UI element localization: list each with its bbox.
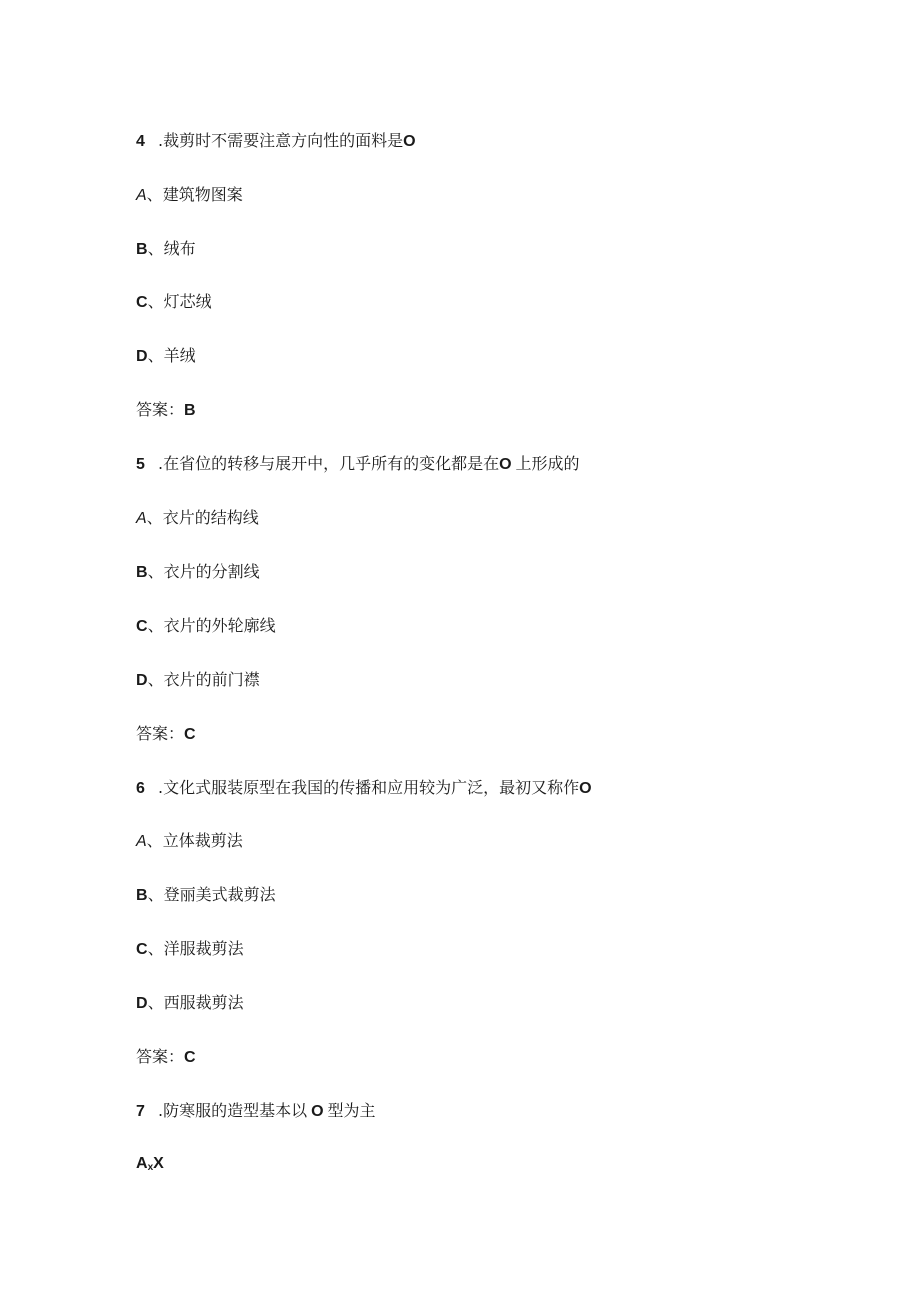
question-tail: 型为主: [327, 1101, 376, 1120]
option-text: X: [153, 1155, 164, 1172]
question-blank: O: [403, 133, 416, 150]
option-separator: 、: [147, 562, 164, 581]
question-4-option-b: [136, 239, 196, 260]
option-letter: A: [136, 510, 147, 527]
option-letter: D: [136, 995, 148, 1012]
question-4-stem: [136, 131, 416, 152]
option-separator: 、: [147, 939, 164, 958]
question-4-answer: [136, 400, 196, 421]
answer-label: 答案：: [136, 724, 185, 743]
option-text: 灯芯绒: [163, 292, 212, 311]
option-letter: B: [136, 241, 148, 258]
question-5-answer: [136, 724, 196, 745]
option-separator: 、: [147, 670, 164, 689]
question-6-stem: [136, 778, 592, 799]
question-text: .在省位的转移与展开中，几乎所有的变化都是在: [158, 454, 500, 473]
question-4-option-d: [136, 346, 196, 367]
option-separator: 、: [147, 885, 164, 904]
question-blank: O: [579, 780, 592, 797]
option-text: 衣片的分割线: [163, 562, 260, 581]
option-separator: 、: [146, 831, 163, 850]
question-tail: 上形成的: [515, 454, 580, 473]
question-4-option-a: [136, 185, 243, 206]
option-text: 羊绒: [163, 346, 196, 365]
option-separator: 、: [147, 239, 164, 258]
question-text: .裁剪时不需要注意方向性的面料是: [158, 131, 404, 150]
option-text: 登丽美式裁剪法: [163, 885, 276, 904]
question-number: 4: [136, 133, 145, 150]
answer-value: B: [184, 402, 196, 419]
question-blank: O: [499, 456, 512, 473]
question-5-stem: [136, 454, 580, 475]
question-5-option-d: [136, 670, 260, 691]
question-4-option-c: [136, 292, 212, 313]
option-separator: 、: [147, 346, 164, 365]
option-letter: C: [136, 618, 148, 635]
option-letter: C: [136, 941, 148, 958]
option-text: 绒布: [163, 239, 196, 258]
question-blank: O: [311, 1103, 324, 1120]
option-separator: x: [147, 1162, 154, 1173]
option-text: 洋服裁剪法: [163, 939, 244, 958]
answer-value: C: [184, 1049, 196, 1066]
option-letter: D: [136, 348, 148, 365]
question-number: 5: [136, 456, 145, 473]
option-separator: 、: [147, 993, 164, 1012]
option-letter: C: [136, 294, 148, 311]
question-text: .文化式服装原型在我国的传播和应用较为广泛，最初又称作: [158, 778, 580, 797]
option-separator: 、: [146, 185, 163, 204]
question-6-option-a: [136, 831, 243, 852]
option-letter: A: [136, 187, 147, 204]
question-6-option-d: [136, 993, 244, 1014]
option-text: 衣片的前门襟: [163, 670, 260, 689]
question-number: 6: [136, 780, 145, 797]
question-6-option-c: [136, 939, 244, 960]
option-letter: D: [136, 672, 148, 689]
option-text: 立体裁剪法: [162, 831, 243, 850]
question-text: .防寒服的造型基本以: [158, 1101, 308, 1120]
option-text: 衣片的外轮廓线: [163, 616, 276, 635]
option-separator: 、: [147, 616, 164, 635]
option-separator: 、: [146, 508, 163, 527]
question-7-stem: [136, 1101, 376, 1122]
question-7-option-a: [136, 1153, 164, 1178]
answer-label: 答案：: [136, 1047, 185, 1066]
answer-value: C: [184, 726, 196, 743]
option-letter: A: [136, 833, 147, 850]
option-letter: B: [136, 564, 148, 581]
option-text: 衣片的结构线: [162, 508, 259, 527]
option-text: 建筑物图案: [162, 185, 243, 204]
answer-label: 答案：: [136, 400, 185, 419]
option-text: 西服裁剪法: [163, 993, 244, 1012]
option-separator: 、: [147, 292, 164, 311]
question-5-option-b: [136, 562, 260, 583]
question-6-answer: [136, 1047, 196, 1068]
option-letter: B: [136, 887, 148, 904]
question-5-option-c: [136, 616, 276, 637]
question-number: 7: [136, 1103, 145, 1120]
question-5-option-a: [136, 508, 259, 529]
question-6-option-b: [136, 885, 276, 906]
option-letter: A: [136, 1155, 148, 1172]
